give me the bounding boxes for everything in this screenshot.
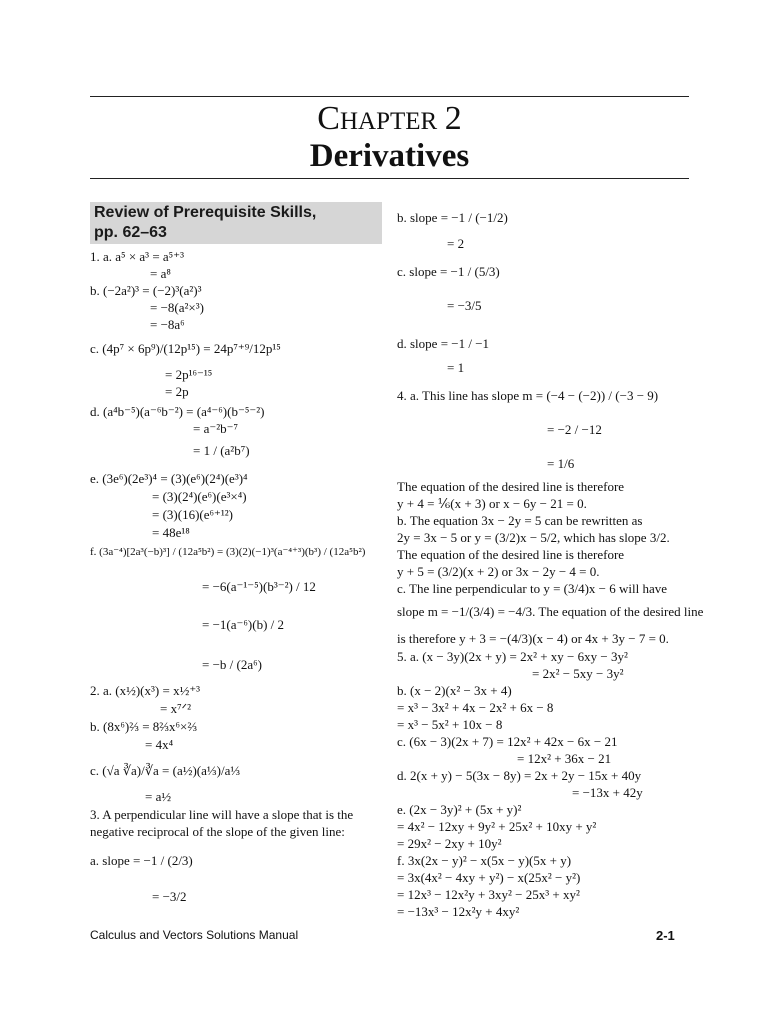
- left-line: = −b / (2a⁶): [202, 657, 262, 672]
- top-rule: [90, 96, 689, 97]
- right-line: = 4x² − 12xy + 9y² + 25x² + 10xy + y²: [397, 819, 597, 834]
- left-line: = (3)(2⁴)(e⁶)(e³×⁴): [152, 489, 247, 504]
- left-line: e. (3e⁶)(2e³)⁴ = (3)(e⁶)(2⁴)(e³)⁴: [90, 471, 248, 486]
- left-line: b. (−2a²)³ = (−2)³(a²)³: [90, 283, 202, 298]
- right-line: f. 3x(2x − y)² − x(5x − y)(5x + y): [397, 853, 572, 868]
- right-line: y + 4 = ⅙(x + 3) or x − 6y − 21 = 0.: [397, 496, 587, 511]
- right-line: c. (6x − 3)(2x + 7) = 12x² + 42x − 6x − 21: [397, 734, 618, 749]
- right-line: 2y = 3x − 5 or y = (3/2)x − 5/2, which has slope 3/2.: [397, 530, 670, 545]
- title-rule: [90, 178, 689, 179]
- left-line: negative reciprocal of the slope of the given line:: [90, 824, 345, 839]
- right-line: = 12x³ − 12x²y + 3xy² − 25x³ + xy²: [397, 887, 580, 902]
- right-line: = x³ − 5x² + 10x − 8: [397, 717, 503, 732]
- chapter-title: Derivatives: [309, 138, 470, 174]
- right-line: d. slope = −1 / −1: [397, 336, 490, 351]
- chapter-number: 2: [444, 100, 462, 137]
- right-line: = 2x² − 5xy − 3y²: [532, 666, 624, 681]
- right-line: The equation of the desired line is therefore: [397, 547, 625, 562]
- left-line: = −1(a⁻⁶)(b) / 2: [202, 617, 285, 632]
- left-line: = (3)(16)(e⁶⁺¹²): [152, 507, 234, 522]
- review-heading-line2: pp. 62–63: [94, 224, 167, 241]
- left-line: a. slope = −1 / (2/3): [90, 853, 193, 868]
- review-heading-line1: Review of Prerequisite Skills,: [94, 204, 317, 221]
- review-heading-box: [90, 202, 382, 244]
- chapter-label-initial: C: [317, 100, 340, 137]
- page-number: 2-1: [656, 928, 675, 943]
- right-line: b. slope = −1 / (−1/2): [397, 210, 508, 225]
- right-line: is therefore y + 3 = −(4/3)(x − 4) or 4x + 3y − 7 = 0.: [397, 631, 669, 646]
- right-line: b. The equation 3x − 2y = 5 can be rewritten as: [397, 513, 643, 528]
- left-line: f. (3a⁻⁴)[2a³(−b)³] / (12a⁵b²) = (3)(2)(−1)³(a⁻⁴⁺³)(b³) / (12a⁵b²): [90, 546, 366, 558]
- left-line: = −3/2: [152, 889, 187, 904]
- footer-title: Calculus and Vectors Solutions Manual: [90, 928, 299, 942]
- right-line: = 1/6: [547, 456, 575, 471]
- left-line: = a⁻²b⁻⁷: [193, 421, 239, 436]
- left-line: = 2p¹⁶⁻¹⁵: [165, 367, 213, 382]
- right-column: [397, 205, 704, 920]
- right-line: e. (2x − 3y)² + (5x + y)²: [397, 802, 522, 817]
- left-line: = −6(a⁻¹⁻⁵)(b³⁻²) / 12: [202, 579, 316, 594]
- right-line: = 12x² + 36x − 21: [517, 751, 612, 766]
- right-line: = −13x + 42y: [572, 785, 643, 800]
- left-line: = 48e¹⁸: [152, 525, 190, 540]
- left-line: d. (a⁴b⁻⁵)(a⁻⁶b⁻²) = (a⁴⁻⁶)(b⁻⁵⁻²): [90, 404, 265, 419]
- right-line: = −13x³ − 12x²y + 4xy²: [397, 904, 520, 919]
- right-line: = 1: [447, 360, 465, 375]
- left-line: = a½: [145, 789, 172, 804]
- left-line: 3. A perpendicular line will have a slope that is the: [90, 807, 354, 822]
- left-line: = 1 / (a²b⁷): [193, 443, 250, 458]
- left-column: [90, 248, 380, 918]
- right-line: = −2 / −12: [547, 422, 602, 437]
- right-line: b. (x − 2)(x² − 3x + 4): [397, 683, 512, 698]
- left-line: 1. a. a⁵ × a³ = a⁵⁺³: [90, 249, 184, 264]
- right-line: y + 5 = (3/2)(x + 2) or 3x − 2y − 4 = 0.: [397, 564, 600, 579]
- chapter-heading: [90, 100, 689, 138]
- right-line: slope m = −1/(3/4) = −4/3. The equation of the desired line: [397, 604, 704, 619]
- left-line: b. (8x⁶)⅔ = 8⅔x⁶×⅔: [90, 719, 198, 734]
- chapter-label-rest: HAPTER: [339, 108, 438, 135]
- right-line: = 3x(4x² − 4xy + y²) − x(25x² − y²): [397, 870, 581, 885]
- right-line: = x³ − 3x² + 4x − 2x² + 6x − 8: [397, 700, 554, 715]
- left-line: c. (4p⁷ × 6p⁹)/(12p¹⁵) = 24p⁷⁺⁹/12p¹⁵: [90, 341, 281, 356]
- right-line: 5. a. (x − 3y)(2x + y) = 2x² + xy − 6xy − 3y²: [397, 649, 628, 664]
- right-line: 4. a. This line has slope m = (−4 − (−2)) / (−3 − 9): [397, 388, 659, 403]
- left-line: = −8(a²×³): [150, 300, 204, 315]
- right-line: = 29x² − 2xy + 10y²: [397, 836, 502, 851]
- right-line: c. The line perpendicular to y = (3/4)x − 6 will have: [397, 581, 668, 596]
- left-line: = 4x⁴: [145, 737, 174, 752]
- left-line: = −8a⁶: [150, 317, 185, 332]
- right-line: d. 2(x + y) − 5(3x − 8y) = 2x + 2y − 15x + 40y: [397, 768, 642, 783]
- left-line: = a⁸: [150, 266, 171, 281]
- left-line: c. (√a ∛a)/∛a = (a½)(a⅓)/a⅓: [90, 763, 241, 778]
- left-line: = x⁷ᐟ²: [160, 701, 192, 716]
- right-line: = −3/5: [447, 298, 482, 313]
- right-line: = 2: [447, 236, 465, 251]
- right-line: c. slope = −1 / (5/3): [397, 264, 500, 279]
- right-line: The equation of the desired line is therefore: [397, 479, 625, 494]
- left-line: 2. a. (x½)(x³) = x½⁺³: [90, 683, 201, 698]
- left-line: = 2p: [165, 384, 189, 399]
